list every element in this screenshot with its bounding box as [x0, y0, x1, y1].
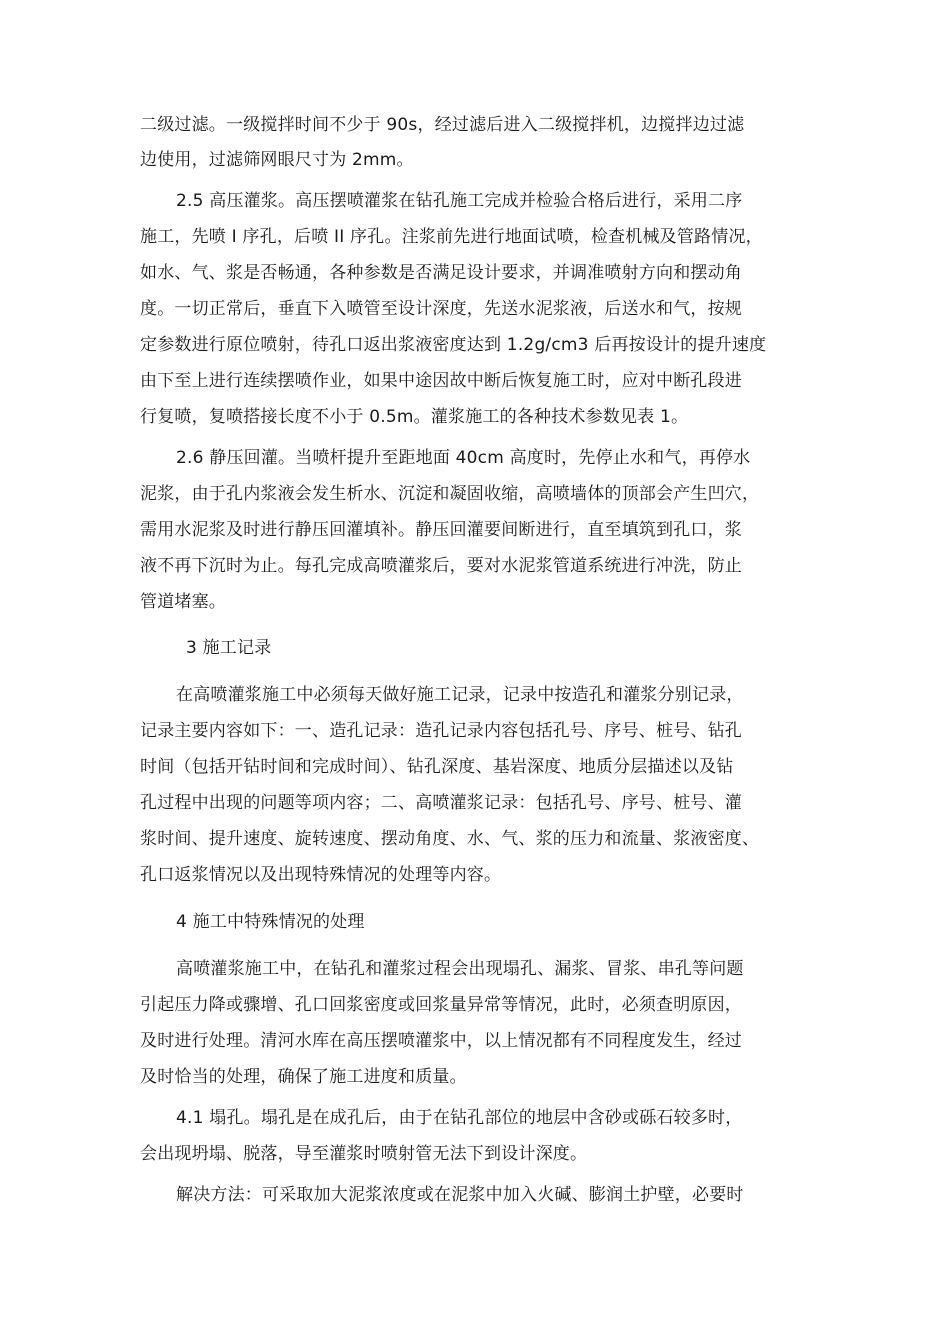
text-line: 液不再下沉时为止。每孔完成高喷灌浆后，要对水泥浆管道系统进行冲洗，防止 [140, 556, 742, 576]
text-line: 解决方法：可采取加大泥浆浓度或在泥浆中加入火碱、膨润土护壁，必要时 [176, 1185, 744, 1205]
text-line: 及时恰当的处理，确保了施工进度和质量。 [140, 1067, 467, 1087]
text-line: 孔口返浆情况以及出现特殊情况的处理等内容。 [140, 865, 502, 885]
text-line: 如水、气、浆是否畅通，各种参数是否满足设计要求，并调准喷射方向和摆动角 [140, 263, 742, 283]
text-line: 二级过滤。一级搅拌时间不少于 90s，经过滤后进入二级搅拌机，边搅拌边过滤 [140, 115, 745, 135]
text-line: 会出现坍塌、脱落，导至灌浆时喷射管无法下到设计深度。 [140, 1144, 588, 1164]
text-line: 在高喷灌浆施工中必须每天做好施工记录，记录中按造孔和灌浆分别记录， [176, 685, 744, 705]
text-line: 4.1 塌孔。塌孔是在成孔后，由于在钻孔部位的地层中含砂或砾石较多时， [176, 1108, 743, 1128]
text-line: 定参数进行原位喷射，待孔口返出浆液密度达到 1.2g/cm3 后再按设计的提升速度 [140, 335, 767, 355]
text-line: 施工，先喷 I 序孔，后喷 II 序孔。注浆前先进行地面试喷，检查机械及管路情况， [140, 227, 763, 247]
text-line: 浆时间、提升速度、旋转速度、摆动角度、水、气、浆的压力和流量、浆液密度、 [140, 829, 760, 849]
text-line: 需用水泥浆及时进行静压回灌填补。静压回灌要间断进行，直至填筑到孔口，浆 [140, 520, 742, 540]
text-line: 2.5 高压灌浆。高压摆喷灌浆在钻孔施工完成并检验合格后进行，采用二序 [176, 191, 743, 211]
text-line: 管道堵塞。 [140, 592, 226, 612]
text-line: 记录主要内容如下：一、造孔记录：造孔记录内容包括孔号、序号、桩号、钻孔 [140, 721, 742, 741]
section-heading: 4 施工中特殊情况的处理 [176, 912, 365, 932]
text-line: 孔过程中出现的问题等项内容；二、高喷灌浆记录：包括孔号、序号、桩号、灌 [140, 793, 742, 813]
text-line: 引起压力降或骤增、孔口回浆密度或回浆量异常等情况，此时，必须查明原因， [140, 995, 742, 1015]
text-line: 由下至上进行连续摆喷作业，如果中途因故中断后恢复施工时，应对中断孔段进 [140, 371, 742, 391]
text-line: 高喷灌浆施工中，在钻孔和灌浆过程会出现塌孔、漏浆、冒浆、串孔等问题 [176, 959, 744, 979]
section-heading: 3 施工记录 [186, 638, 272, 658]
text-line: 2.6 静压回灌。当喷杆提升至距地面 40cm 高度时，先停止水和气，再停水 [176, 448, 751, 468]
text-line: 行复喷，复喷搭接长度不小于 0.5m。灌浆施工的各种技术参数见表 1。 [140, 407, 689, 427]
text-line: 泥浆，由于孔内浆液会发生析水、沉淀和凝固收缩，高喷墙体的顶部会产生凹穴， [140, 484, 760, 504]
text-line: 及时进行处理。清河水库在高压摆喷灌浆中，以上情况都有不同程度发生，经过 [140, 1031, 742, 1051]
text-line: 度。一切正常后，垂直下入喷管至设计深度，先送水泥浆液，后送水和气，按规 [140, 299, 742, 319]
text-line: 边使用，过滤筛网眼尺寸为 2mm。 [140, 150, 414, 170]
text-line: 时间（包括开钻时间和完成时间）、钻孔深度、基岩深度、地质分层描述以及钻 [140, 757, 734, 777]
